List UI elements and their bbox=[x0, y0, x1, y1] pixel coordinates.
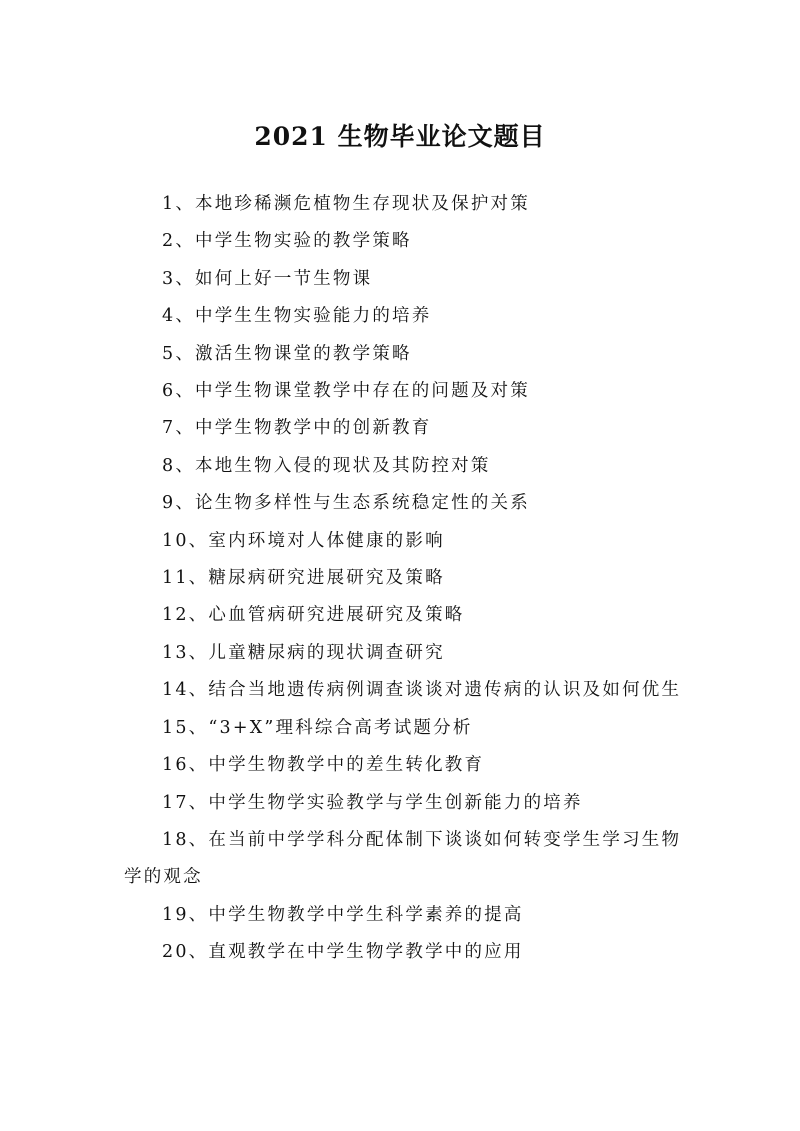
list-item: 5、激活生物课堂的教学策略 bbox=[162, 343, 412, 364]
list-item: 17、中学生物学实验教学与学生创新能力的培养 bbox=[162, 792, 583, 813]
list-item: 11、糖尿病研究进展研究及策略 bbox=[162, 568, 445, 589]
list-item: 19、中学生物教学中学生科学素养的提高 bbox=[162, 904, 524, 925]
list-item: 6、中学生物课堂教学中存在的问题及对策 bbox=[162, 381, 530, 402]
list-item: 12、心血管病研究进展研究及策略 bbox=[162, 605, 465, 626]
list-item: 2、中学生物实验的教学策略 bbox=[162, 231, 412, 252]
list-item: 7、中学生物教学中的创新教育 bbox=[162, 418, 432, 439]
list-item: 13、儿童糖尿病的现状调查研究 bbox=[162, 642, 445, 663]
list-item: 10、室内环境对人体健康的影响 bbox=[162, 530, 445, 551]
document-title: 2021 生物毕业论文题目 bbox=[254, 121, 546, 151]
list-item: 15、“3+X”理科综合高考试题分析 bbox=[162, 717, 473, 738]
list-item: 9、论生物多样性与生态系统稳定性的关系 bbox=[162, 493, 530, 514]
list-item: 8、本地生物入侵的现状及其防控对策 bbox=[162, 455, 491, 476]
list-item: 1、本地珍稀濒危植物生存现状及保护对策 bbox=[162, 194, 530, 214]
list-item: 4、中学生生物实验能力的培养 bbox=[162, 306, 432, 327]
list-item: 3、如何上好一节生物课 bbox=[162, 268, 373, 289]
list-item: 18、在当前中学学科分配体制下谈谈如何转变学生学习生物学的观念 bbox=[124, 829, 682, 888]
topic-list bbox=[124, 186, 684, 972]
list-item: 20、直观教学在中学生物学教学中的应用 bbox=[162, 942, 524, 963]
list-item: 14、结合当地遗传病例调查谈谈对遗传病的认识及如何优生 bbox=[162, 680, 682, 701]
list-item: 16、中学生物教学中的差生转化教育 bbox=[162, 755, 485, 776]
